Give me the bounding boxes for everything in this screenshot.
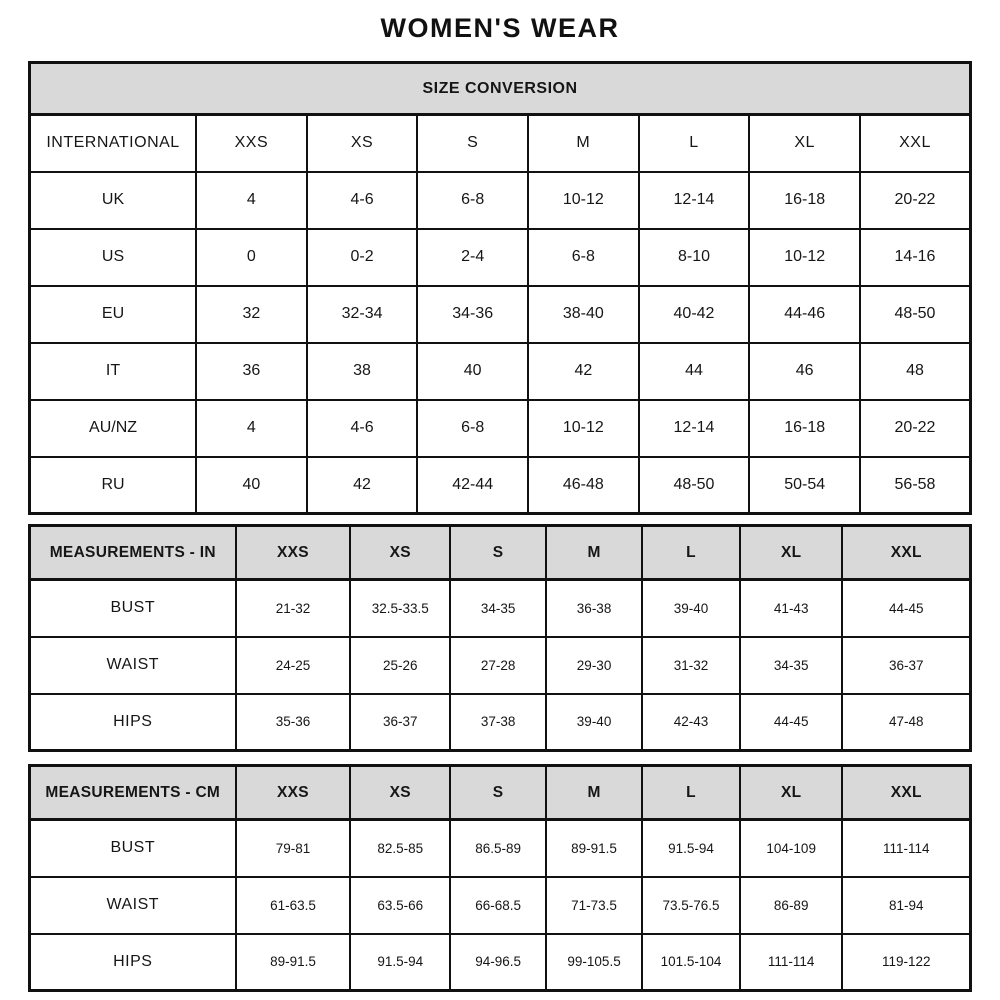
cell: 38: [307, 343, 418, 400]
table-row: [30, 694, 971, 751]
row-label: IT: [30, 343, 197, 400]
header-label: MEASUREMENTS - IN: [30, 526, 236, 580]
cell: 10-12: [749, 229, 860, 286]
cell: 41-43: [740, 580, 843, 637]
cell: 21-32: [236, 580, 351, 637]
cell: 36-37: [842, 637, 970, 694]
cell: 38-40: [528, 286, 639, 343]
cell: 86.5-89: [450, 820, 546, 877]
row-label: WAIST: [30, 637, 236, 694]
table-row: [30, 229, 971, 286]
cell: 4: [196, 172, 307, 229]
measurements-in-table: [28, 524, 972, 752]
cell: 0: [196, 229, 307, 286]
cell: 71-73.5: [546, 877, 642, 934]
cell: 6-8: [417, 400, 528, 457]
cell: 89-91.5: [236, 934, 351, 991]
measurements-in-section: [28, 524, 972, 752]
row-label: AU/NZ: [30, 400, 197, 457]
cell: 12-14: [639, 172, 750, 229]
column-header: XL: [749, 115, 860, 172]
cell: 42: [528, 343, 639, 400]
cell: 34-36: [417, 286, 528, 343]
cell: 111-114: [740, 934, 843, 991]
size-chart-page: [28, 0, 972, 992]
cell: 32: [196, 286, 307, 343]
column-header: XXS: [236, 766, 351, 820]
cell: 73.5-76.5: [642, 877, 740, 934]
cell: 82.5-85: [350, 820, 450, 877]
cell: 10-12: [528, 172, 639, 229]
cell: 36-37: [350, 694, 450, 751]
cell: 111-114: [842, 820, 970, 877]
row-label: EU: [30, 286, 197, 343]
column-header: M: [528, 115, 639, 172]
table-header-row: [30, 526, 971, 580]
row-label: BUST: [30, 580, 236, 637]
table-row: [30, 820, 971, 877]
cell: 39-40: [642, 580, 740, 637]
cell: 2-4: [417, 229, 528, 286]
cell: 4: [196, 400, 307, 457]
table-banner-row: [30, 63, 971, 115]
table-row: [30, 343, 971, 400]
measurements-cm-table: [28, 764, 972, 992]
cell: 36-38: [546, 580, 642, 637]
column-header: XS: [350, 766, 450, 820]
column-header: XXS: [196, 115, 307, 172]
cell: 34-35: [450, 580, 546, 637]
row-label: RU: [30, 457, 197, 514]
column-header: L: [642, 526, 740, 580]
column-header: S: [417, 115, 528, 172]
header-label: INTERNATIONAL: [30, 115, 197, 172]
cell: 94-96.5: [450, 934, 546, 991]
table-row: [30, 457, 971, 514]
cell: 12-14: [639, 400, 750, 457]
cell: 40: [196, 457, 307, 514]
cell: 40-42: [639, 286, 750, 343]
cell: 4-6: [307, 172, 418, 229]
cell: 47-48: [842, 694, 970, 751]
cell: 42: [307, 457, 418, 514]
cell: 104-109: [740, 820, 843, 877]
column-header: XS: [307, 115, 418, 172]
cell: 16-18: [749, 172, 860, 229]
cell: 86-89: [740, 877, 843, 934]
cell: 44-45: [842, 580, 970, 637]
table-row: [30, 172, 971, 229]
column-header: S: [450, 766, 546, 820]
page-title: WOMEN'S WEAR: [380, 13, 620, 43]
cell: 91.5-94: [350, 934, 450, 991]
cell: 42-43: [642, 694, 740, 751]
table-row: [30, 400, 971, 457]
cell: 4-6: [307, 400, 418, 457]
cell: 40: [417, 343, 528, 400]
table-row: [30, 286, 971, 343]
cell: 61-63.5: [236, 877, 351, 934]
row-label: HIPS: [30, 934, 236, 991]
cell: 31-32: [642, 637, 740, 694]
table-row: [30, 877, 971, 934]
header-label: MEASUREMENTS - CM: [30, 766, 236, 820]
measurements-cm-section: [28, 764, 972, 992]
column-header: XXL: [842, 526, 970, 580]
row-label: US: [30, 229, 197, 286]
cell: 25-26: [350, 637, 450, 694]
column-header: XL: [740, 526, 843, 580]
cell: 48-50: [860, 286, 971, 343]
cell: 56-58: [860, 457, 971, 514]
cell: 20-22: [860, 400, 971, 457]
cell: 32-34: [307, 286, 418, 343]
table-header-row: [30, 766, 971, 820]
cell: 34-35: [740, 637, 843, 694]
cell: 16-18: [749, 400, 860, 457]
column-header: XXL: [860, 115, 971, 172]
cell: 44-45: [740, 694, 843, 751]
cell: 79-81: [236, 820, 351, 877]
cell: 32.5-33.5: [350, 580, 450, 637]
table-header-row: [30, 115, 971, 172]
cell: 46-48: [528, 457, 639, 514]
table-row: [30, 934, 971, 991]
column-header: XXL: [842, 766, 970, 820]
cell: 48: [860, 343, 971, 400]
cell: 81-94: [842, 877, 970, 934]
table-row: [30, 637, 971, 694]
cell: 39-40: [546, 694, 642, 751]
cell: 10-12: [528, 400, 639, 457]
column-header: M: [546, 766, 642, 820]
spacer: [28, 515, 972, 524]
cell: 36: [196, 343, 307, 400]
column-header: XL: [740, 766, 843, 820]
cell: 35-36: [236, 694, 351, 751]
column-header: XS: [350, 526, 450, 580]
spacer: [28, 752, 972, 764]
size-conversion-table: [28, 61, 972, 515]
row-label: BUST: [30, 820, 236, 877]
cell: 46: [749, 343, 860, 400]
cell: 44-46: [749, 286, 860, 343]
cell: 119-122: [842, 934, 970, 991]
cell: 6-8: [417, 172, 528, 229]
row-label: WAIST: [30, 877, 236, 934]
column-header: L: [639, 115, 750, 172]
column-header: S: [450, 526, 546, 580]
cell: 42-44: [417, 457, 528, 514]
column-header: M: [546, 526, 642, 580]
size-conversion-section: [28, 61, 972, 515]
cell: 89-91.5: [546, 820, 642, 877]
cell: 20-22: [860, 172, 971, 229]
column-header: XXS: [236, 526, 351, 580]
cell: 29-30: [546, 637, 642, 694]
cell: 27-28: [450, 637, 546, 694]
row-label: HIPS: [30, 694, 236, 751]
cell: 0-2: [307, 229, 418, 286]
cell: 50-54: [749, 457, 860, 514]
cell: 14-16: [860, 229, 971, 286]
cell: 66-68.5: [450, 877, 546, 934]
cell: 37-38: [450, 694, 546, 751]
table-banner: SIZE CONVERSION: [30, 63, 971, 115]
cell: 99-105.5: [546, 934, 642, 991]
cell: 101.5-104: [642, 934, 740, 991]
cell: 6-8: [528, 229, 639, 286]
cell: 24-25: [236, 637, 351, 694]
cell: 8-10: [639, 229, 750, 286]
table-row: [30, 580, 971, 637]
cell: 48-50: [639, 457, 750, 514]
cell: 44: [639, 343, 750, 400]
cell: 91.5-94: [642, 820, 740, 877]
cell: 63.5-66: [350, 877, 450, 934]
column-header: L: [642, 766, 740, 820]
row-label: UK: [30, 172, 197, 229]
